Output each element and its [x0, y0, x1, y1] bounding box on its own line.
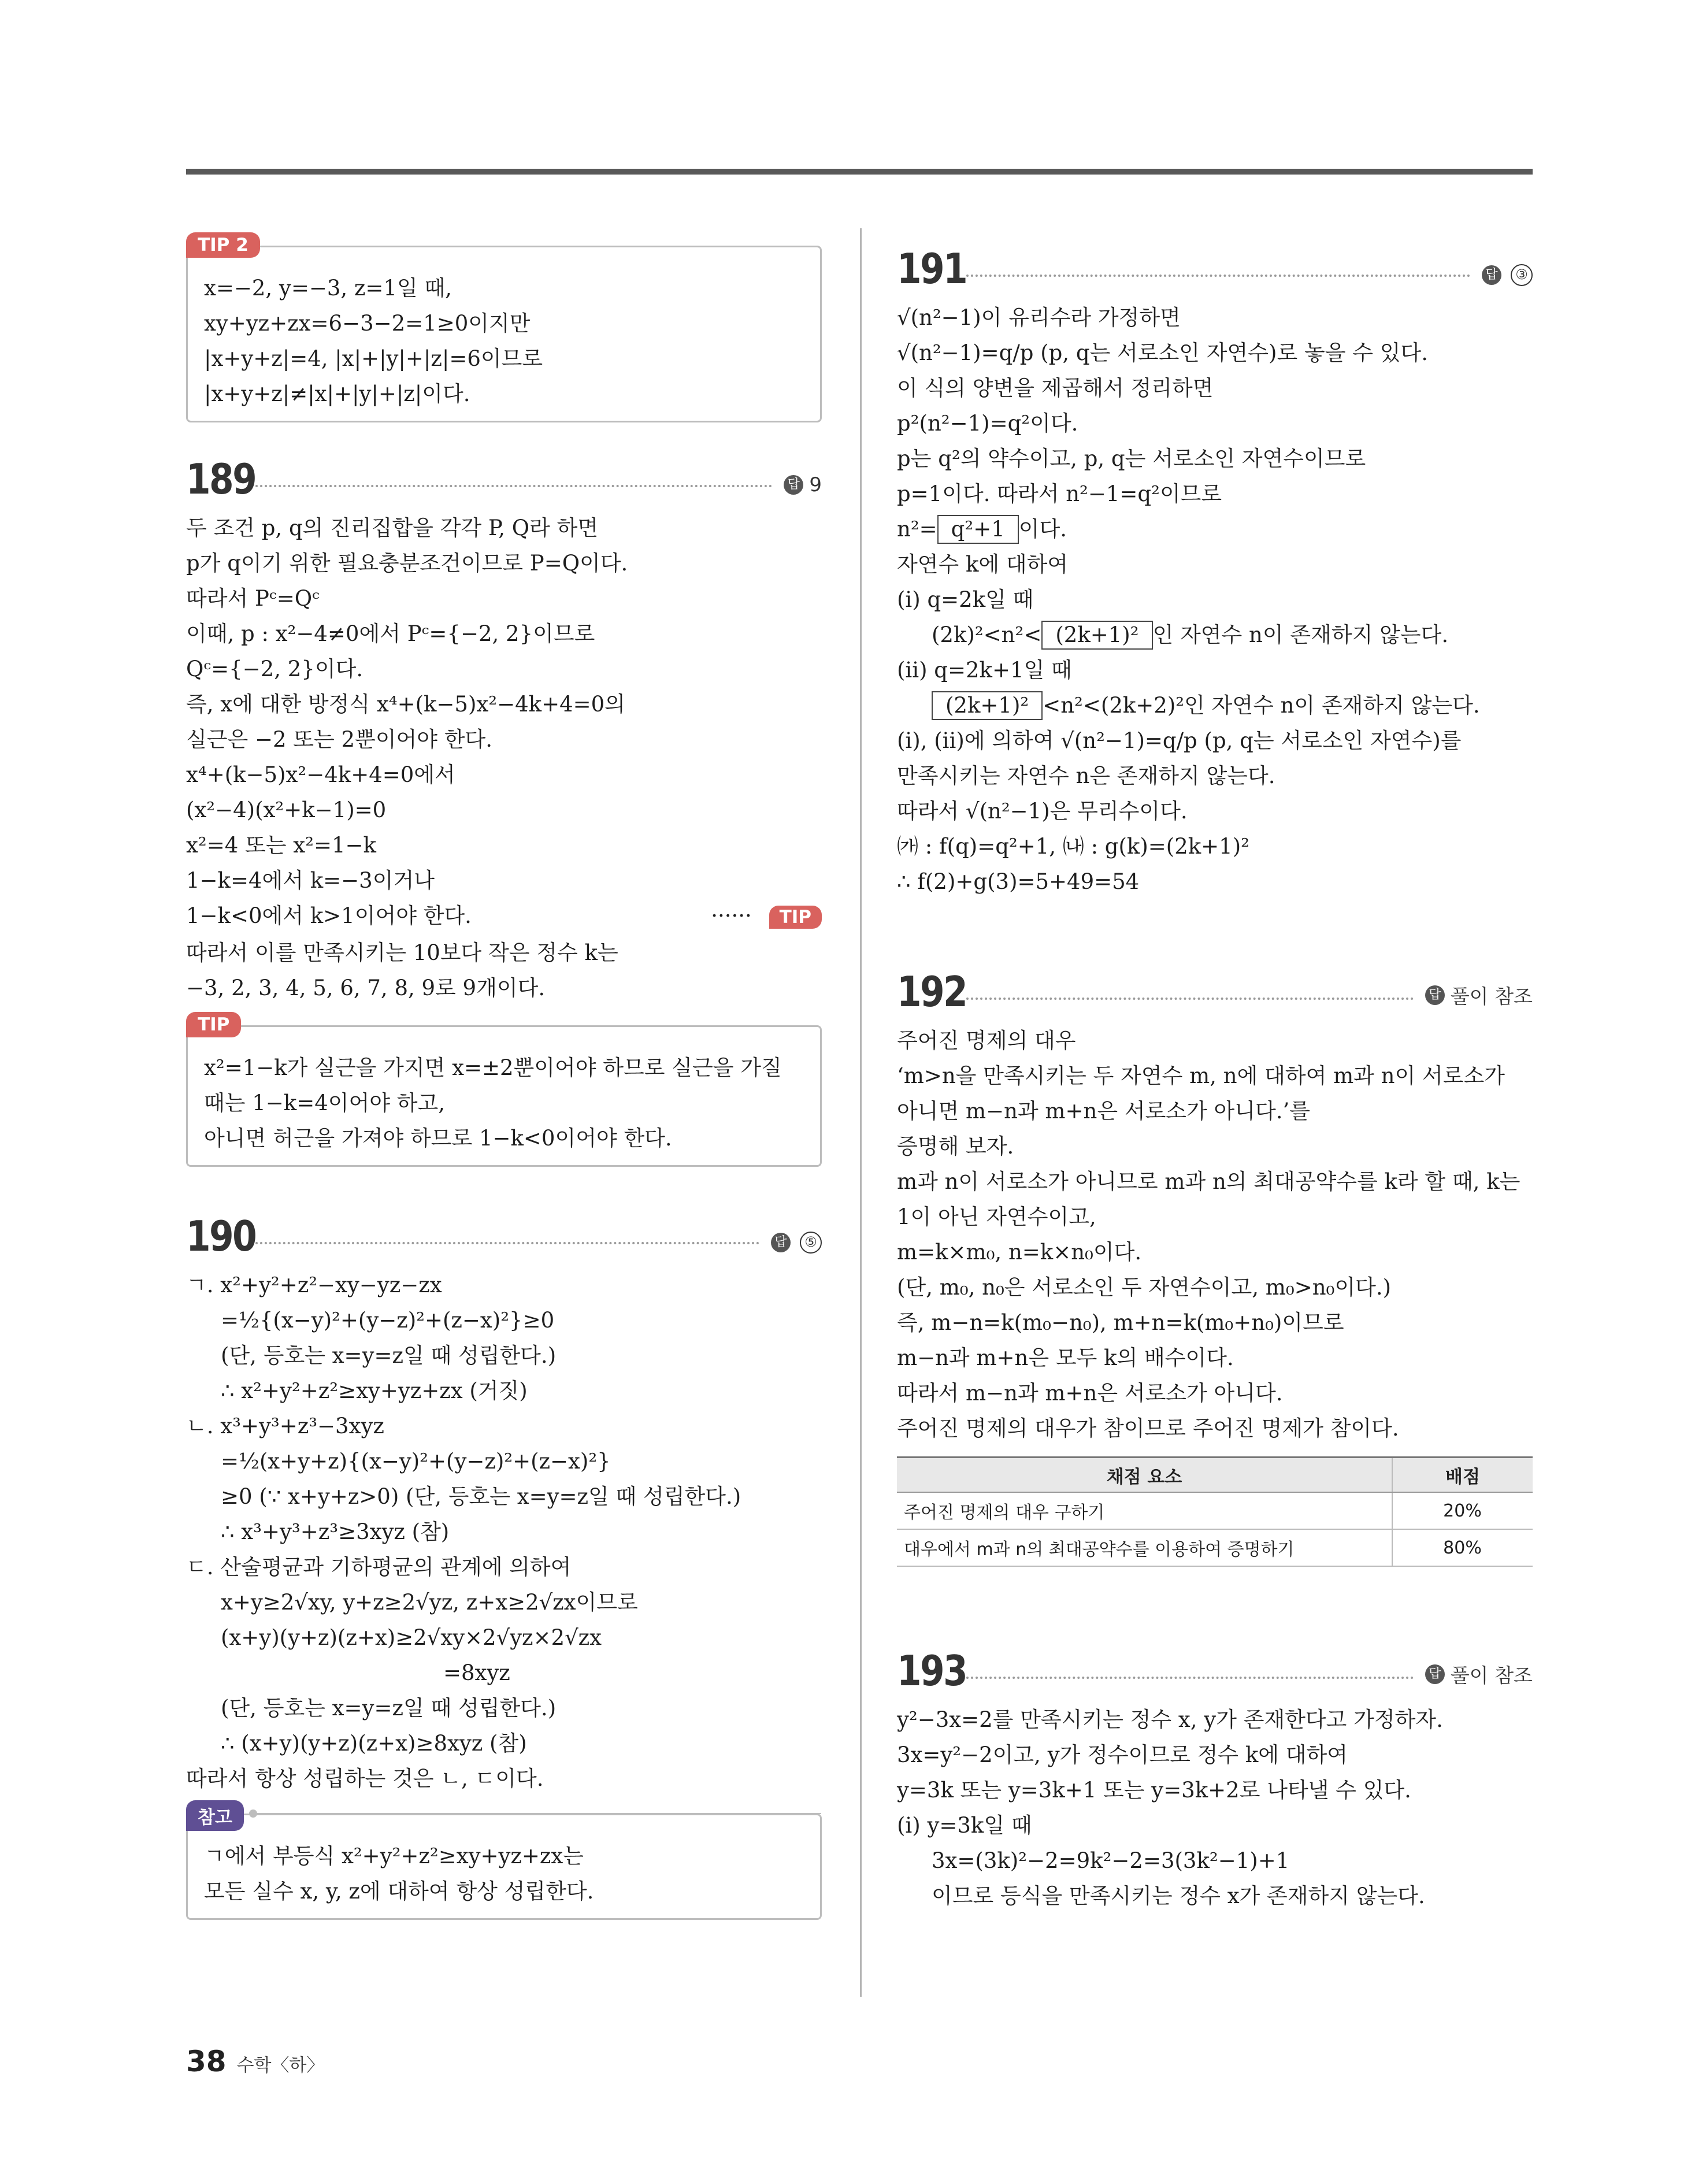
dotted-leader [966, 275, 1470, 277]
solution-line: 증명해 보자. [897, 1134, 1014, 1159]
note-line: 모든 실수 x, y, z에 대하여 항상 성립한다. [204, 1879, 594, 1904]
solution-line: ㄷ. 산술평균과 기하평균의 관계에 의하여 [186, 1555, 572, 1579]
answer-label [1425, 981, 1533, 1009]
solution-line: 따라서 Pᶜ=Qᶜ [186, 586, 320, 611]
table-header: 채점 요소 [897, 1458, 1392, 1493]
solution-line: 주어진 명제의 대우 [897, 1028, 1076, 1053]
solution-line: ㄱ. x²+y²+z²−xy−yz−zx [186, 1273, 442, 1297]
answer-icon: 답 [1425, 985, 1445, 1005]
problem-190-header [186, 1196, 822, 1259]
tip-tag: TIP [186, 1012, 241, 1037]
tip-line: 때는 1−k=4이어야 하고, [204, 1091, 445, 1115]
solution-line: 3x=y²−2이고, y가 정수이므로 정수 k에 대하여 [897, 1742, 1348, 1767]
answer-label [1482, 264, 1533, 286]
column-divider [860, 228, 862, 1997]
answer-value: ③ [1511, 264, 1533, 286]
solution-line: (i) q=2k일 때 [897, 587, 1034, 612]
solution-line: (단, 등호는 x=y=z일 때 성립한다.) [221, 1343, 557, 1368]
tip-line: x²=1−k가 실근을 가지면 x=±2뿐이어야 하므로 실근을 가질 [204, 1055, 782, 1080]
solution-line: y²−3x=2를 만족시키는 정수 x, y가 존재한다고 가정하자. [897, 1707, 1443, 1732]
answer-value: ⑤ [800, 1232, 822, 1254]
problem-number: 189 [186, 455, 256, 503]
solution-line: (x+y)(y+z)(z+x)≥2√xy×2√yz×2√zx [221, 1625, 602, 1650]
tip-box [186, 1014, 822, 1167]
solution-line: (x²−4)(x²+k−1)=0 [186, 798, 387, 822]
tip2-line: x=−2, y=−3, z=1일 때, [204, 276, 452, 301]
solution-line: m=k×m₀, n=k×n₀이다. [897, 1240, 1142, 1265]
answer-label [784, 473, 822, 496]
answer-label [771, 1232, 822, 1254]
solution-line: 실근은 −2 또는 2뿐이어야 한다. [186, 727, 493, 752]
solution-line: y=3k 또는 y=3k+1 또는 y=3k+2로 나타낼 수 있다. [897, 1778, 1411, 1803]
tip-marker: ······ [711, 903, 752, 928]
tip-line: 아니면 허근을 가져야 하므로 1−k<0이어야 한다. [204, 1126, 672, 1151]
solution-text: 이다. [1018, 517, 1067, 542]
answer-label [1425, 1660, 1533, 1688]
solution-line-boxed [897, 511, 1533, 547]
solution-line: −3, 2, 3, 4, 5, 6, 7, 8, 9로 9개이다. [186, 976, 546, 1000]
solution-line: =8xyz [443, 1660, 510, 1685]
problem-193-header [897, 1630, 1533, 1694]
solution-line: ∴ x²+y²+z²≥xy+yz+zx (거짓) [221, 1378, 528, 1403]
table-cell: 20% [1392, 1492, 1533, 1529]
blank-box-a: q²+1 [937, 515, 1019, 544]
table-row [897, 1529, 1533, 1566]
table-cell: 대우에서 m과 n의 최대공약수를 이용하여 증명하기 [897, 1529, 1392, 1566]
answer-value: 풀이 참조 [1450, 1664, 1533, 1688]
blank-box-c: (2k+1)² [932, 691, 1043, 720]
answer-value: 9 [809, 473, 822, 496]
solution-line: Qᶜ={−2, 2}이다. [186, 657, 364, 681]
tip2-line: |x+y+z|≠|x|+|y|+|z|이다. [204, 381, 470, 406]
solution-line: 아니면 m−n과 m+n은 서로소가 아니다.’를 [897, 1099, 1311, 1123]
solution-line: p가 q이기 위한 필요충분조건이므로 P=Q이다. [186, 551, 628, 576]
scoring-table [897, 1456, 1533, 1567]
solution-line: (단, m₀, n₀은 서로소인 두 자연수이고, m₀>n₀이다.) [897, 1275, 1392, 1300]
solution-line: ≥0 (∵ x+y+z>0) (단, 등호는 x=y=z일 때 성립한다.) [221, 1484, 741, 1509]
solution-line: x⁴+(k−5)x²−4k+4=0에서 [186, 762, 455, 787]
solution-line: ∴ (x+y)(y+z)(z+x)≥8xyz (참) [221, 1731, 527, 1756]
solution-line: 즉, x에 대한 방정식 x⁴+(k−5)x²−4k+4=0의 [186, 692, 625, 717]
solution-line: (i), (ii)에 의하여 √(n²−1)=q/p (p, q는 서로소인 자연수)를 [897, 728, 1462, 753]
solution-line: √(n²−1)=q/p (p, q는 서로소인 자연수)로 놓을 수 있다. [897, 340, 1428, 365]
note-box [186, 1807, 822, 1920]
problem-191-header [897, 228, 1533, 292]
solution-line: 따라서 m−n과 m+n은 서로소가 아니다. [897, 1381, 1283, 1406]
answer-icon: 답 [1482, 265, 1501, 285]
problem-189-header [186, 439, 822, 502]
left-column [186, 228, 822, 1920]
solution-line: 이때, p : x²−4≠0에서 Pᶜ={−2, 2}이므로 [186, 621, 595, 646]
solution-line: m−n과 m+n은 모두 k의 배수이다. [897, 1345, 1234, 1370]
solution-line: (단, 등호는 x=y=z일 때 성립한다.) [221, 1696, 557, 1720]
answer-icon: 답 [771, 1233, 791, 1252]
solution-text: n²= [897, 517, 937, 542]
solution-line: 주어진 명제의 대우가 참이므로 주어진 명제가 참이다. [897, 1416, 1399, 1441]
solution-line: 3x=(3k)²−2=9k²−2=3(3k²−1)+1 [932, 1848, 1290, 1873]
solution-line: √(n²−1)이 유리수라 가정하면 [897, 305, 1181, 330]
solution-line: 1이 아닌 자연수이고, [897, 1204, 1096, 1229]
problem-number: 190 [186, 1212, 256, 1260]
dotted-leader [255, 485, 772, 487]
problem-192-header [897, 951, 1533, 1015]
right-column [897, 228, 1533, 1914]
solution-line: 이므로 등식을 만족시키는 정수 x가 존재하지 않는다. [932, 1883, 1425, 1908]
tip-reference [711, 898, 822, 935]
solution-line: ㄴ. x³+y³+z³−3xyz [186, 1414, 384, 1438]
solution-line-boxed [897, 688, 1533, 723]
solution-line: ∴ f(2)+g(3)=5+49=54 [897, 869, 1140, 894]
solution-line: 따라서 항상 성립하는 것은 ㄴ, ㄷ이다. [186, 1766, 544, 1791]
solution-line: =½{(x−y)²+(y−z)²+(z−x)²}≥0 [221, 1308, 555, 1333]
answer-icon: 답 [784, 475, 803, 495]
solution-line: ‘m>n을 만족시키는 두 자연수 m, n에 대하여 m과 n이 서로소가 [897, 1063, 1505, 1088]
table-header-row [897, 1458, 1533, 1493]
solution-line: (ii) q=2k+1일 때 [897, 658, 1072, 683]
solution-line: =½(x+y+z){(x−y)²+(y−z)²+(z−x)²} [221, 1449, 611, 1474]
solution-text: <n²<(2k+2)²인 자연수 n이 존재하지 않는다. [1043, 693, 1480, 718]
dotted-leader [966, 998, 1414, 1000]
dotted-leader [255, 1242, 759, 1244]
dotted-leader [966, 1677, 1414, 1679]
table-header: 배점 [1392, 1458, 1533, 1493]
solution-line: p는 q²의 약수이고, p, q는 서로소인 자연수이므로 [897, 446, 1366, 471]
solution-line: x²=4 또는 x²=1−k [186, 833, 376, 858]
tip2-line: xy+yz+zx=6−3−2=1≥0이지만 [204, 311, 531, 336]
answer-value: 풀이 참조 [1450, 985, 1533, 1008]
solution-line: 만족시키는 자연수 n은 존재하지 않는다. [897, 763, 1275, 788]
solution-line: 자연수 k에 대하여 [897, 552, 1069, 577]
solution-line: 따라서 √(n²−1)은 무리수이다. [897, 799, 1188, 824]
solution-line-with-tip [186, 898, 822, 935]
solution-line: 즉, m−n=k(m₀−n₀), m+n=k(m₀+n₀)이므로 [897, 1310, 1344, 1335]
solution-line: 따라서 이를 만족시키는 10보다 작은 정수 k는 [186, 940, 618, 965]
solution-line: x+y≥2√xy, y+z≥2√yz, z+x≥2√zx이므로 [221, 1590, 638, 1615]
tip2-line: |x+y+z|=4, |x|+|y|+|z|=6이므로 [204, 346, 543, 371]
table-cell: 80% [1392, 1529, 1533, 1566]
table-row [897, 1492, 1533, 1529]
solution-line: m과 n이 서로소가 아니므로 m과 n의 최대공약수를 k라 할 때, k는 [897, 1169, 1520, 1194]
solution-text: (2k)²<n²< [932, 622, 1042, 647]
page-footer [186, 2045, 324, 2078]
answer-icon: 답 [1425, 1664, 1445, 1684]
problem-number: 192 [897, 967, 967, 1016]
problem-number: 191 [897, 244, 967, 293]
note-line: ㄱ에서 부등식 x²+y²+z²≥xy+yz+zx는 [204, 1844, 584, 1868]
solution-text: 인 자연수 n이 존재하지 않는다. [1152, 622, 1449, 647]
solution-line-boxed [897, 617, 1533, 652]
solution-text: 1−k<0에서 k>1이어야 한다. [186, 903, 472, 928]
solution-line: p=1이다. 따라서 n²−1=q²이므로 [897, 481, 1222, 506]
top-rule [186, 169, 1533, 175]
page-number: 38 [186, 2045, 227, 2078]
solution-line: 이 식의 양변을 제곱해서 정리하면 [897, 376, 1214, 401]
solution-line: 두 조건 p, q의 진리집합을 각각 P, Q라 하면 [186, 516, 599, 540]
blank-box-b: (2k+1)² [1041, 621, 1152, 650]
solution-line: p²(n²−1)=q²이다. [897, 411, 1078, 436]
tip2-tag: TIP 2 [186, 232, 260, 258]
tip-inline-tag: TIP [769, 906, 822, 929]
book-title: 수학〈하〉 [236, 2055, 325, 2076]
solution-line: ㈎ : f(q)=q²+1, ㈏ : g(k)=(2k+1)² [897, 834, 1249, 859]
problem-number: 193 [897, 1647, 967, 1695]
table-cell: 주어진 명제의 대우 구하기 [897, 1492, 1392, 1529]
solution-line: 1−k=4에서 k=−3이거나 [186, 868, 435, 893]
solution-line: (i) y=3k일 때 [897, 1813, 1032, 1838]
note-tag: 참고 [186, 1800, 244, 1831]
solution-line: ∴ x³+y³+z³≥3xyz (참) [221, 1519, 450, 1544]
tip2-box [186, 235, 822, 422]
note-rule [251, 1813, 821, 1814]
